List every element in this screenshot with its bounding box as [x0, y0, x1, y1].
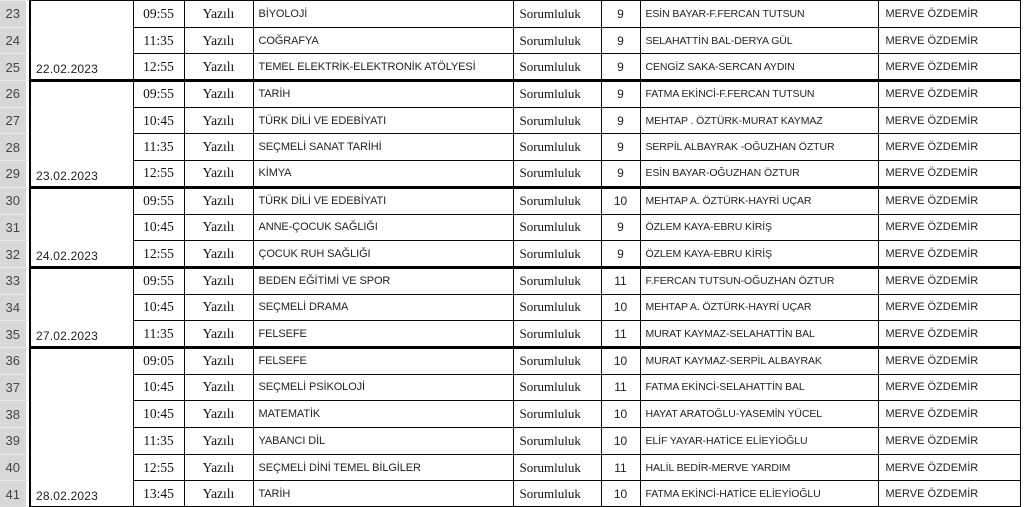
- subject-cell[interactable]: KİMYA: [253, 161, 513, 188]
- row-header-cell[interactable]: 28: [0, 134, 30, 161]
- exam-type-cell[interactable]: Yazılı: [184, 1, 253, 28]
- observer-cell[interactable]: MERVE ÖZDEMİR: [878, 1, 1020, 28]
- row-header-cell[interactable]: 30: [0, 187, 30, 214]
- grade-cell[interactable]: 10: [601, 401, 640, 428]
- subject-cell[interactable]: ÇOCUK RUH SAĞLIĞI: [253, 241, 513, 268]
- grade-cell[interactable]: 9: [601, 54, 640, 81]
- teachers-cell[interactable]: CENGİZ SAKA-SERCAN AYDIN: [640, 54, 878, 81]
- row-header-cell[interactable]: 35: [0, 321, 30, 348]
- observer-cell[interactable]: MERVE ÖZDEMİR: [878, 454, 1020, 481]
- teachers-cell[interactable]: FATMA EKİNCİ-HATİCE ELİEYİOĞLU: [640, 481, 878, 507]
- exam-kind-cell[interactable]: Sorumluluk: [513, 187, 601, 214]
- observer-cell[interactable]: MERVE ÖZDEMİR: [878, 107, 1020, 134]
- row-header-cell[interactable]: 29: [0, 161, 30, 188]
- subject-cell[interactable]: FELSEFE: [253, 347, 513, 374]
- grade-cell[interactable]: 9: [601, 1, 640, 28]
- table-row: [0, 347, 1020, 374]
- date-cell[interactable]: 28.02.2023: [30, 347, 133, 507]
- grade-cell[interactable]: 11: [601, 454, 640, 481]
- date-cell[interactable]: 24.02.2023: [30, 187, 133, 267]
- observer-cell[interactable]: MERVE ÖZDEMİR: [878, 187, 1020, 214]
- subject-cell[interactable]: TARİH: [253, 481, 513, 507]
- table-row: [0, 374, 1020, 401]
- exam-type-cell[interactable]: Yazılı: [184, 134, 253, 161]
- time-cell[interactable]: 13:45: [133, 481, 184, 507]
- time-cell[interactable]: 11:35: [133, 134, 184, 161]
- exam-type-cell[interactable]: Yazılı: [184, 107, 253, 134]
- table-row: [0, 81, 1020, 108]
- observer-cell[interactable]: MERVE ÖZDEMİR: [878, 428, 1020, 455]
- exam-type-cell[interactable]: Yazılı: [184, 481, 253, 507]
- subject-cell[interactable]: SEÇMELİ DRAMA: [253, 294, 513, 321]
- time-cell[interactable]: 10:45: [133, 107, 184, 134]
- exam-kind-cell[interactable]: Sorumluluk: [513, 401, 601, 428]
- time-cell[interactable]: 11:35: [133, 428, 184, 455]
- exam-type-cell[interactable]: Yazılı: [184, 267, 253, 294]
- table-row: [0, 161, 1020, 188]
- observer-cell[interactable]: MERVE ÖZDEMİR: [878, 27, 1020, 54]
- table-row: [0, 321, 1020, 348]
- subject-cell[interactable]: TEMEL ELEKTRİK-ELEKTRONİK ATÖLYESİ: [253, 54, 513, 81]
- row-header-cell[interactable]: 25: [0, 54, 30, 81]
- teachers-cell[interactable]: ÖZLEM KAYA-EBRU KİRİŞ: [640, 214, 878, 241]
- table-row: [0, 54, 1020, 81]
- exam-kind-cell[interactable]: Sorumluluk: [513, 241, 601, 268]
- teachers-cell[interactable]: ESİN BAYAR-F.FERCAN TUTSUN: [640, 1, 878, 28]
- grade-cell[interactable]: 10: [601, 481, 640, 507]
- grade-cell[interactable]: 11: [601, 267, 640, 294]
- observer-cell[interactable]: MERVE ÖZDEMİR: [878, 241, 1020, 268]
- time-cell[interactable]: 12:55: [133, 454, 184, 481]
- grade-cell[interactable]: 10: [601, 428, 640, 455]
- time-cell[interactable]: 11:35: [133, 27, 184, 54]
- exam-type-cell[interactable]: Yazılı: [184, 161, 253, 188]
- subject-cell[interactable]: ANNE-ÇOCUK SAĞLIĞI: [253, 214, 513, 241]
- grade-cell[interactable]: 10: [601, 347, 640, 374]
- exam-type-cell[interactable]: Yazılı: [184, 81, 253, 108]
- row-header-cell[interactable]: 36: [0, 347, 30, 374]
- time-cell[interactable]: 09:55: [133, 267, 184, 294]
- time-cell[interactable]: 10:45: [133, 294, 184, 321]
- observer-cell[interactable]: MERVE ÖZDEMİR: [878, 401, 1020, 428]
- row-header-cell[interactable]: 38: [0, 401, 30, 428]
- grade-cell[interactable]: 9: [601, 214, 640, 241]
- row-header-cell[interactable]: 23: [0, 1, 30, 28]
- teachers-cell[interactable]: ELİF YAYAR-HATİCE ELİEYİOĞLU: [640, 428, 878, 455]
- time-cell[interactable]: 10:45: [133, 401, 184, 428]
- observer-cell[interactable]: MERVE ÖZDEMİR: [878, 294, 1020, 321]
- time-cell[interactable]: 09:55: [133, 81, 184, 108]
- subject-cell[interactable]: TÜRK DİLİ VE EDEBİYATI: [253, 187, 513, 214]
- exam-kind-cell[interactable]: Sorumluluk: [513, 428, 601, 455]
- exam-kind-cell[interactable]: Sorumluluk: [513, 347, 601, 374]
- row-header-cell[interactable]: 26: [0, 81, 30, 108]
- observer-cell[interactable]: MERVE ÖZDEMİR: [878, 161, 1020, 188]
- exam-kind-cell[interactable]: Sorumluluk: [513, 134, 601, 161]
- table-row: [0, 134, 1020, 161]
- exam-type-cell[interactable]: Yazılı: [184, 428, 253, 455]
- time-cell[interactable]: 09:05: [133, 347, 184, 374]
- grade-cell[interactable]: 9: [601, 241, 640, 268]
- time-cell[interactable]: 12:55: [133, 161, 184, 188]
- time-cell[interactable]: 12:55: [133, 241, 184, 268]
- observer-cell[interactable]: MERVE ÖZDEMİR: [878, 321, 1020, 348]
- subject-cell[interactable]: FELSEFE: [253, 321, 513, 348]
- row-header-cell[interactable]: 41: [0, 481, 30, 507]
- subject-cell[interactable]: COĞRAFYA: [253, 27, 513, 54]
- teachers-cell[interactable]: MURAT KAYMAZ-SERPİL ALBAYRAK: [640, 347, 878, 374]
- row-header-cell[interactable]: 33: [0, 267, 30, 294]
- exam-kind-cell[interactable]: Sorumluluk: [513, 481, 601, 507]
- exam-kind-cell[interactable]: Sorumluluk: [513, 54, 601, 81]
- exam-kind-cell[interactable]: Sorumluluk: [513, 81, 601, 108]
- time-cell[interactable]: 12:55: [133, 54, 184, 81]
- teachers-cell[interactable]: SELAHATTİN BAL-DERYA GÜL: [640, 27, 878, 54]
- date-cell[interactable]: 23.02.2023: [30, 81, 133, 188]
- exam-kind-cell[interactable]: Sorumluluk: [513, 321, 601, 348]
- observer-cell[interactable]: MERVE ÖZDEMİR: [878, 134, 1020, 161]
- exam-type-cell[interactable]: Yazılı: [184, 374, 253, 401]
- teachers-cell[interactable]: MEHTAP . ÖZTÜRK-MURAT KAYMAZ: [640, 107, 878, 134]
- exam-type-cell[interactable]: Yazılı: [184, 294, 253, 321]
- table-row: [0, 294, 1020, 321]
- grade-cell[interactable]: 9: [601, 81, 640, 108]
- time-cell[interactable]: 09:55: [133, 187, 184, 214]
- subject-cell[interactable]: MATEMATİK: [253, 401, 513, 428]
- subject-cell[interactable]: TARİH: [253, 81, 513, 108]
- grade-cell[interactable]: 11: [601, 374, 640, 401]
- date-cell[interactable]: 22.02.2023: [30, 1, 133, 81]
- exam-type-cell[interactable]: Yazılı: [184, 454, 253, 481]
- table-row: [0, 214, 1020, 241]
- observer-cell[interactable]: MERVE ÖZDEMİR: [878, 54, 1020, 81]
- exam-kind-cell[interactable]: Sorumluluk: [513, 107, 601, 134]
- exam-type-cell[interactable]: Yazılı: [184, 187, 253, 214]
- exam-kind-cell[interactable]: Sorumluluk: [513, 27, 601, 54]
- exam-kind-cell[interactable]: Sorumluluk: [513, 267, 601, 294]
- subject-cell[interactable]: SEÇMELİ SANAT TARİHİ: [253, 134, 513, 161]
- row-header-cell[interactable]: 24: [0, 27, 30, 54]
- teachers-cell[interactable]: MEHTAP A. ÖZTÜRK-HAYRİ UÇAR: [640, 294, 878, 321]
- exam-type-cell[interactable]: Yazılı: [184, 54, 253, 81]
- teachers-cell[interactable]: ÖZLEM KAYA-EBRU KİRİŞ: [640, 241, 878, 268]
- teachers-cell[interactable]: HALİL BEDİR-MERVE YARDIM: [640, 454, 878, 481]
- grade-cell[interactable]: 9: [601, 27, 640, 54]
- time-cell[interactable]: 10:45: [133, 214, 184, 241]
- teachers-cell[interactable]: MEHTAP A. ÖZTÜRK-HAYRİ UÇAR: [640, 187, 878, 214]
- grade-cell[interactable]: 9: [601, 161, 640, 188]
- grade-cell[interactable]: 11: [601, 321, 640, 348]
- grade-cell[interactable]: 10: [601, 187, 640, 214]
- row-header-cell[interactable]: 40: [0, 454, 30, 481]
- row-header-cell[interactable]: 34: [0, 294, 30, 321]
- exam-kind-cell[interactable]: Sorumluluk: [513, 161, 601, 188]
- observer-cell[interactable]: MERVE ÖZDEMİR: [878, 481, 1020, 507]
- table-row: [0, 187, 1020, 214]
- observer-cell[interactable]: MERVE ÖZDEMİR: [878, 81, 1020, 108]
- exam-kind-cell[interactable]: Sorumluluk: [513, 1, 601, 28]
- table-row: [0, 454, 1020, 481]
- grade-cell[interactable]: 9: [601, 107, 640, 134]
- date-cell[interactable]: 27.02.2023: [30, 267, 133, 347]
- exam-kind-cell[interactable]: Sorumluluk: [513, 214, 601, 241]
- row-header-cell[interactable]: 31: [0, 214, 30, 241]
- observer-cell[interactable]: MERVE ÖZDEMİR: [878, 267, 1020, 294]
- grade-cell[interactable]: 10: [601, 294, 640, 321]
- table-row: [0, 241, 1020, 268]
- teachers-cell[interactable]: HAYAT ARATOĞLU-YASEMİN YÜCEL: [640, 401, 878, 428]
- table-row: [0, 428, 1020, 455]
- subject-cell[interactable]: TÜRK DİLİ VE EDEBİYATI: [253, 107, 513, 134]
- subject-cell[interactable]: SEÇMELİ DİNİ TEMEL BİLGİLER: [253, 454, 513, 481]
- exam-kind-cell[interactable]: Sorumluluk: [513, 294, 601, 321]
- time-cell[interactable]: 11:35: [133, 321, 184, 348]
- exam-type-cell[interactable]: Yazılı: [184, 27, 253, 54]
- table-row: [0, 401, 1020, 428]
- row-header-cell[interactable]: 32: [0, 241, 30, 268]
- teachers-cell[interactable]: FATMA EKİNCİ-F.FERCAN TUTSUN: [640, 81, 878, 108]
- time-cell[interactable]: 09:55: [133, 1, 184, 28]
- subject-cell[interactable]: YABANCI DİL: [253, 428, 513, 455]
- exam-type-cell[interactable]: Yazılı: [184, 401, 253, 428]
- row-header-cell[interactable]: 37: [0, 374, 30, 401]
- table-row: [0, 481, 1020, 507]
- subject-cell[interactable]: SEÇMELİ PSİKOLOJİ: [253, 374, 513, 401]
- exam-type-cell[interactable]: Yazılı: [184, 241, 253, 268]
- exam-type-cell[interactable]: Yazılı: [184, 214, 253, 241]
- row-header-cell[interactable]: 39: [0, 428, 30, 455]
- observer-cell[interactable]: MERVE ÖZDEMİR: [878, 374, 1020, 401]
- exam-type-cell[interactable]: Yazılı: [184, 347, 253, 374]
- grade-cell[interactable]: 9: [601, 134, 640, 161]
- teachers-cell[interactable]: SERPİL ALBAYRAK -OĞUZHAN ÖZTUR: [640, 134, 878, 161]
- subject-cell[interactable]: BEDEN EĞİTİMİ VE SPOR: [253, 267, 513, 294]
- subject-cell[interactable]: BİYOLOJİ: [253, 1, 513, 28]
- teachers-cell[interactable]: ESİN BAYAR-OĞUZHAN ÖZTUR: [640, 161, 878, 188]
- exam-kind-cell[interactable]: Sorumluluk: [513, 374, 601, 401]
- row-header-cell[interactable]: 27: [0, 107, 30, 134]
- observer-cell[interactable]: MERVE ÖZDEMİR: [878, 214, 1020, 241]
- exam-type-cell[interactable]: Yazılı: [184, 321, 253, 348]
- teachers-cell[interactable]: FATMA EKİNCİ-SELAHATTİN BAL: [640, 374, 878, 401]
- exam-kind-cell[interactable]: Sorumluluk: [513, 454, 601, 481]
- teachers-cell[interactable]: MURAT KAYMAZ-SELAHATTİN BAL: [640, 321, 878, 348]
- observer-cell[interactable]: MERVE ÖZDEMİR: [878, 347, 1020, 374]
- teachers-cell[interactable]: F.FERCAN TUTSUN-OĞUZHAN ÖZTUR: [640, 267, 878, 294]
- table-row: [0, 107, 1020, 134]
- time-cell[interactable]: 10:45: [133, 374, 184, 401]
- table-row: [0, 27, 1020, 54]
- table-row: [0, 1, 1020, 28]
- table-row: [0, 267, 1020, 294]
